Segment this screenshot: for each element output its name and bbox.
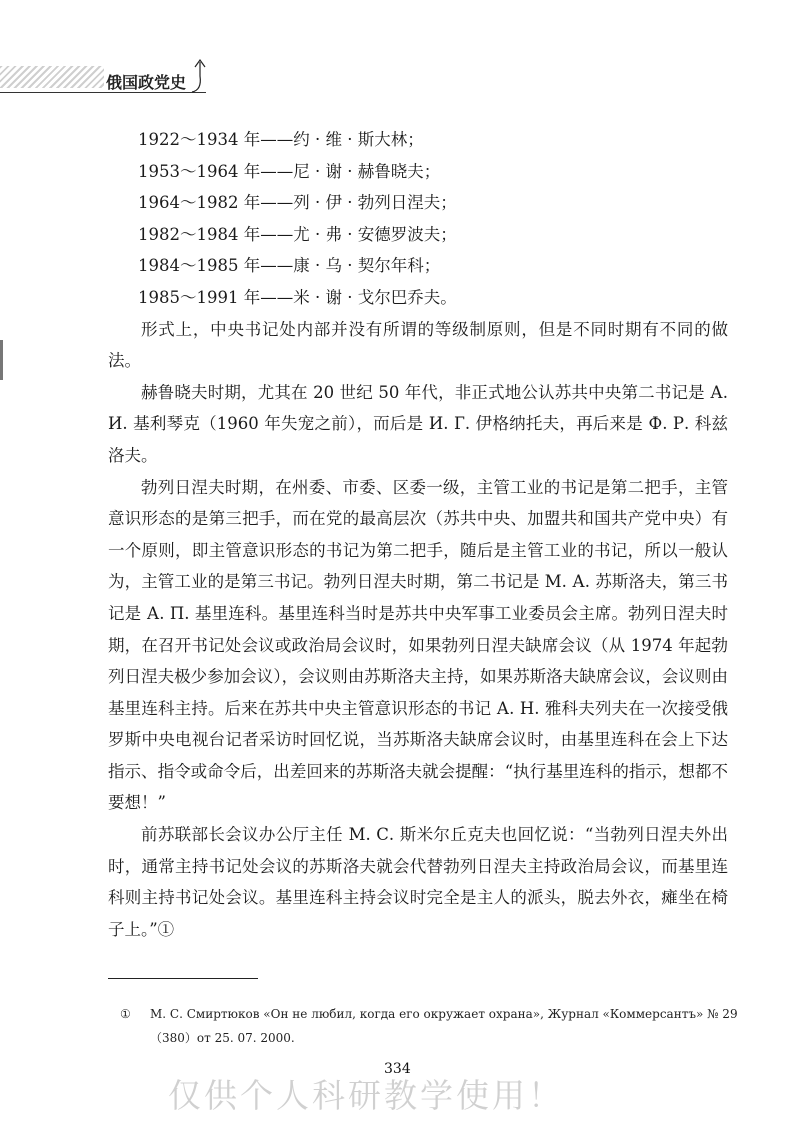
- leader-list-item: 1982～1984 年——尤 · 弗 · 安德罗波夫；: [138, 224, 457, 244]
- watermark: 仅供个人科研教学使用！: [168, 1076, 564, 1115]
- footnote-marker: ①: [120, 1007, 131, 1021]
- footnote-rule: [108, 978, 258, 979]
- leader-list-item: 1953～1964 年——尼 · 谢 · 赫鲁晓夫；: [138, 161, 441, 181]
- leader-list-item: 1922～1934 年——约 · 维 · 斯大林；: [138, 130, 424, 149]
- paragraph: 勃列日涅夫时期，在州委、市委、区委一级，主管工业的书记是第二把手，主管意识形态的是第三把手，而在党的最高层次（苏共中央、加盟共和国共产党中央）有一个原则，即主管意识形态的书记为第二把手，随后是主管工业的书记，所以一般认为，主管工业的是第三书记。勃列日涅夫时期，第二书记是 М. А. 苏斯洛夫，第三书记是 А. П. 基里连科。基里连科当时是苏共中央军事工业委员会主席。勃列日涅夫时期，在召开书记处会议或政治局会议时，如果勃列日涅夫缺席会议（从 1974 年起勃列日涅夫极少参加会议），会议则由苏斯洛夫主持，如果苏斯洛夫缺席会议，会议则由基里连科主持。后来在苏共中央主管意识形态的书记 А. Н. 雅科夫列夫在一次接受俄罗斯中央电视台记者采访时回忆说，当苏斯洛夫缺席会议时，由基里连科在会上下达指示、指令或命令后，出差回来的苏斯洛夫就会提醒：“执行基里连科的指示，想都不要想！”: [108, 477, 728, 813]
- leader-list-item: 1984～1985 年——康 · 乌 · 契尔年科；: [138, 256, 441, 276]
- leader-list-item: 1964～1982 年——列 · 伊 · 勃列日涅夫；: [138, 193, 457, 213]
- paragraph: 形式上，中央书记处内部并没有所谓的等级制原则，但是不同时期有不同的做法。: [108, 319, 728, 371]
- page-body: [108, 124, 728, 945]
- header-arrow-icon: [190, 56, 208, 94]
- footnote-text: М. С. Смиртюков «Он не любил, когда его окружает охрана», Журнал «Коммерсантъ» № 29（380）от 25. 07. 2000.: [150, 1007, 738, 1045]
- paragraph: 前苏联部长会议办公厅主任 М. С. 斯米尔丘克夫也回忆说：“当勃列日涅夫外出时，通常主持书记处会议的苏斯洛夫就会代替勃列日涅夫主持政治局会议，而基里连科则主持书记处会议。基里连科主持会议时完全是主人的派头，脱去外衣，瘫坐在椅子上。”①: [108, 825, 728, 939]
- scan-edge-mark: [0, 340, 3, 380]
- paragraph: 赫鲁晓夫时期，尤其在 20 世纪 50 年代，非正式地公认苏共中央第二书记是 А. И. 基利琴克（1960 年失宠之前），而后是 И. Г. 伊格纳托夫，再后来是 Ф. Р. 科兹洛夫。: [108, 382, 728, 465]
- footnote: [120, 1002, 740, 1050]
- running-header-title: 俄国政党史: [106, 73, 187, 92]
- leader-list-item: 1985～1991 年——米 · 谢 · 戈尔巴乔夫。: [138, 287, 457, 307]
- header-decoration-band: [0, 66, 104, 88]
- page-number: 334: [384, 1061, 411, 1077]
- header-rule: [0, 92, 206, 93]
